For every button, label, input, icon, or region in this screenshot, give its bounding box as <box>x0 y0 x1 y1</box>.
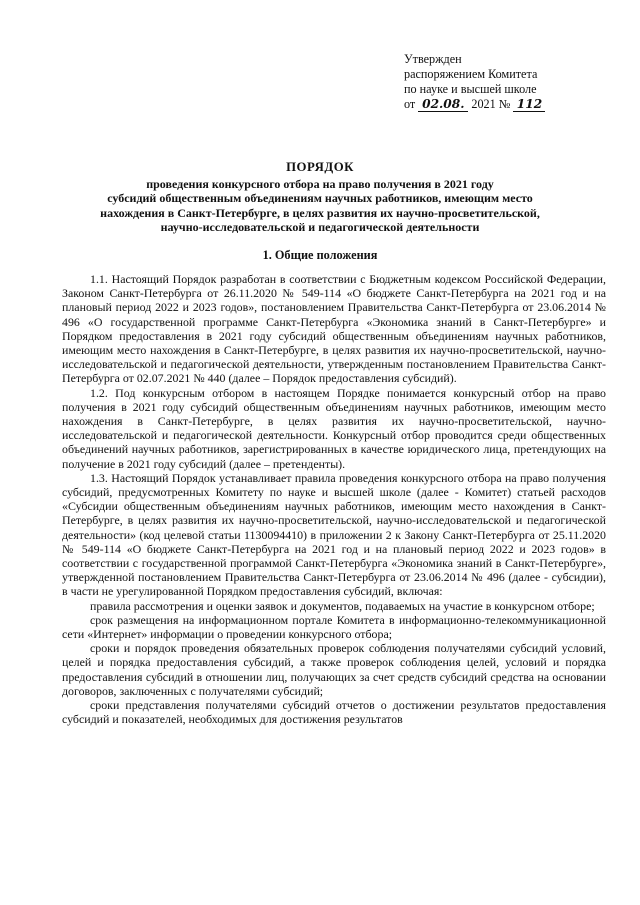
approval-stamp <box>404 52 594 112</box>
approval-ot: от <box>404 97 416 111</box>
list-item: правила рассмотрения и оценки заявок и документов, подаваемых на участие в конкурсном отборе; <box>90 598 595 613</box>
document-body <box>62 272 606 727</box>
title-line: нахождения в Санкт-Петербурге, в целях развития их научно-просветительской, <box>100 205 540 220</box>
title-line: проведения конкурсного отбора на право получения в 2021 году <box>146 176 494 191</box>
approval-line: распоряжением Комитета <box>404 67 538 81</box>
approval-line: по науке и высшей школе <box>404 82 537 96</box>
document-title <box>62 160 578 235</box>
paragraph: 1.1. Настоящий Порядок разработан в соответствии с Бюджетным кодексом Российской Федерации, Законом Санкт-Петербурга от 26.11.2020 № 549-114 «О бюджете Санкт-Петербурга на 2021 год и на плановый период 2022 и 2023 годов», постановлением Правительства Санкт-Петербурга от 23.06.2014 № 496 «О государственной программе Санкт-Петербурга «Экономика знаний в Санкт-Петербурге» и Порядком предоставления в 2021 году субсидий общественным объединениям научных работников, имеющим место нахождения в Санкт-Петербурге, в целях развития их научно-просветительской, научно-исследовательской и педагогической деятельности, утвержденным постановлением Правительства Санкт-Петербурга от 02.07.2021 № 440 (далее – Порядок предоставления субсидий). <box>62 272 606 386</box>
list-item: сроки и порядок проведения обязательных проверок соблюдения получателями субсидий условий, целей и порядка предоставления субсидий, а также проверок соблюдения целей, условий и порядка предоставления субсидий в отношении лиц, получающих за счет средств субсидий средства на основании договоров, заключенных с получателями субсидий; <box>62 641 606 698</box>
list-item: сроки представления получателями субсидий отчетов о достижении результатов предоставления субсидий и показателей, необходимых для достижения результатов <box>62 698 606 727</box>
approval-date-line <box>404 97 594 112</box>
approval-number-sign: № <box>498 97 511 111</box>
title-line: субсидий общественным объединениям научных работников, имеющим место <box>107 191 533 205</box>
approval-year: 2021 <box>471 97 496 111</box>
paragraph: 1.2. Под конкурсным отбором в настоящем Порядке понимается конкурсный отбор на право получения в 2021 году субсидий общественным объединениям научных работников, имеющим место нахождения в Санкт-Петербурге, в целях развития их научно-просветительской, научно-исследовательской и педагогической деятельности. Конкурсный отбор проводится среди общественных объединений научных работников, зарегистрированных в качестве юридического лица, претендующих на получение в 2021 году субсидий (далее – претенденты). <box>62 385 606 471</box>
list-item: срок размещения на информационном портале Комитета в информационно-телекоммуникационной сети «Интернет» информации о проведении конкурсного отбора; <box>62 612 606 642</box>
section-heading: 1. Общие положения <box>262 248 378 262</box>
handwritten-date: 02.08. <box>418 98 468 112</box>
paragraph: 1.3. Настоящий Порядок устанавливает правила проведения конкурсного отбора на право получения субсидий, предусмотренных Комитету по науке и высшей школе (далее - Комитет) статьей расходов «Субсидии общественным объединениям научных работников, имеющим место нахождения в Санкт-Петербурге, в целях развития их научно-просветительской, научно-исследовательской и педагогической деятельности» (код целевой статьи 1130094410) в приложении 2 к Закону Санкт-Петербурга от 25.11.2020 № 549-114 «О бюджете Санкт-Петербурга на 2021 год и на плановый период 2022 и 2023 годов» в соответствии с государственной программой Санкт-Петербурга «Экономика знаний в Санкт-Петербурге», утвержденной постановлением Правительства Санкт-Петербурга от 23.06.2014 № 496 (далее - субсидии), в части не урегулированной Порядком предоставления субсидий, включая: <box>62 470 606 599</box>
title-line: научно-исследовательской и педагогической деятельности <box>160 220 480 234</box>
title-heading: ПОРЯДОК <box>286 160 354 174</box>
handwritten-number: 112 <box>513 98 545 112</box>
approval-line: Утвержден <box>404 52 462 66</box>
